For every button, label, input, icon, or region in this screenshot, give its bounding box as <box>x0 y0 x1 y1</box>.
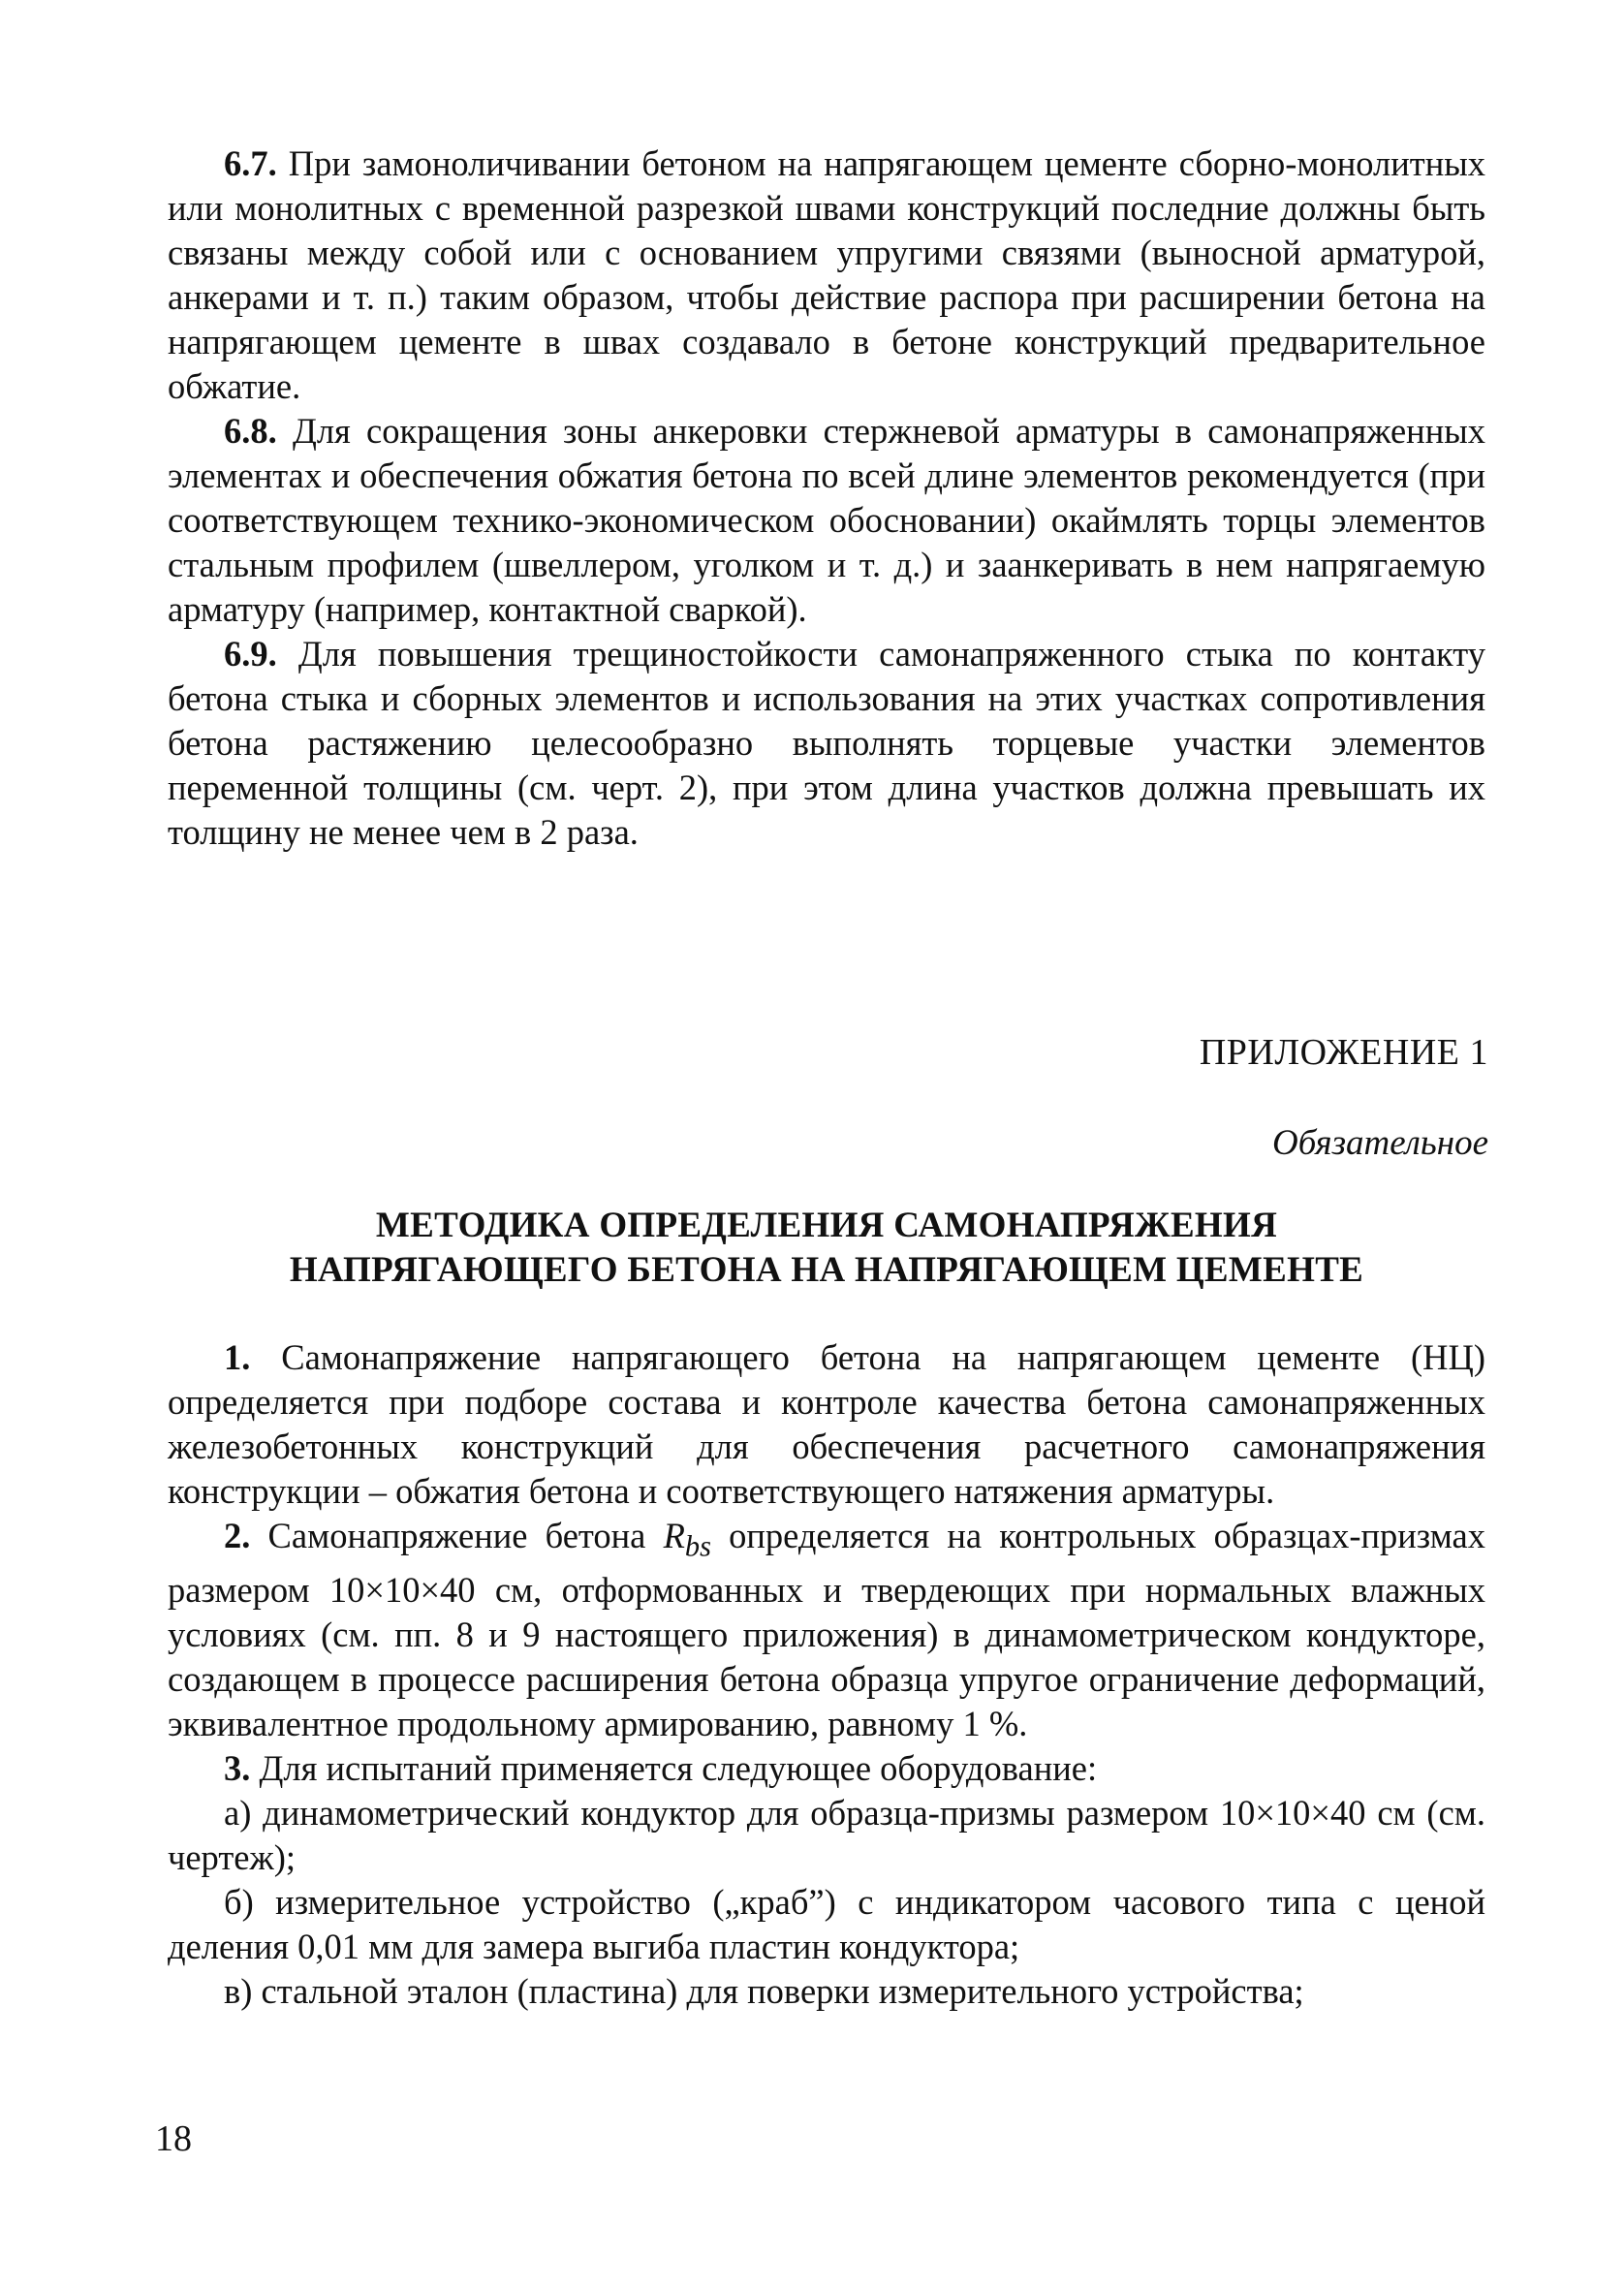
item-text-part-2: определяется на контрольных образцах-призмах размером 10×10×40 см, отформованных и твердеющих при нормальных влажных условиях (см. пп. 8 и 9 настоящего приложения) в динамометрическом кондукторе, создающем в процессе расширения бетона образца упругое ограничение деформаций, эквивалентное продольному армированию, равному 1 %. <box>168 1516 1486 1744</box>
appendix-label: ПРИЛОЖЕНИЕ 1 <box>1199 1032 1488 1073</box>
item-number: 1. <box>224 1337 251 1377</box>
item-text: Для испытаний применяется следующее оборудование: <box>259 1748 1098 1789</box>
item-2 <box>168 1514 1485 1746</box>
item-3b: б) измерительное устройство („краб”) с индикатором часового типа с ценой деления 0,01 мм для замера выгиба пластин кондуктора; <box>168 1882 1485 1967</box>
item-number: 2. <box>224 1516 251 1555</box>
page-number: 18 <box>155 2118 192 2159</box>
paragraph-6-9 <box>168 632 1485 855</box>
item-number: 3. <box>224 1748 251 1789</box>
item-3 <box>168 1746 1485 1791</box>
formula-symbol <box>663 1516 711 1563</box>
paragraph-6-8 <box>168 409 1485 632</box>
paragraph-text: Для повышения трещиностойкости самонапряженного стыка по контакту бетона стыка и сборных элементов и использования на этих участках сопротивления бетона растяжению целесообразно выполнять торцевые участки элементов переменной толщины (см. черт. 2), при этом длина участков должна превышать их толщину не менее чем в 2 раза. <box>168 634 1485 852</box>
appendix-title <box>168 1204 1485 1293</box>
formula-symbol-subscript: bs <box>684 1529 711 1563</box>
appendix-title-line-2: НАПРЯГАЮЩЕГО БЕТОНА НА НАПРЯГАЮЩЕМ ЦЕМЕНТЕ <box>289 1250 1364 1290</box>
item-1 <box>168 1335 1485 1514</box>
paragraph-number: 6.8. <box>224 411 277 451</box>
formula-symbol-main: R <box>663 1516 685 1555</box>
paragraph-text: При замоноличивании бетоном на напрягающем цементе сборно-монолитных или монолитных с временной разрезкой швами конструкций последние должны быть связаны между собой или с основанием упругими связями (выносной арматурой, анкерами и т. п.) таким образом, чтобы действие распора при расширении бетона на напрягающем цементе в швах создавало в бетоне конструкций предварительное обжатие. <box>168 143 1486 406</box>
paragraph-6-7 <box>168 141 1485 409</box>
paragraph-text: Для сокращения зоны анкеровки стержневой арматуры в самонапряженных элементах и обеспечения обжатия бетона по всей длине элементов рекомендуется (при соответствующем технико-экономическом обосновании) окаймлять торцы элементов стальным профилем (швеллером, уголком и т. д.) и заанкеривать в нем напрягаемую арматуру (например, контактной сваркой). <box>168 411 1486 629</box>
item-text: Самонапряжение напрягающего бетона на напрягающем цементе (НЦ) определяется при подборе состава и контроле качества бетона самонапряженных железобетонных конструкций для обеспечения расчетного самонапряжения конструкции – обжатия бетона и соответствующего натяжения арматуры. <box>168 1337 1486 1511</box>
appendix-title-line-1: МЕТОДИКА ОПРЕДЕЛЕНИЯ САМОНАПРЯЖЕНИЯ <box>375 1206 1278 1245</box>
appendix-status: Обязательное <box>1271 1123 1488 1163</box>
item-3c: в) стальной эталон (пластина) для поверки измерительного устройства; <box>224 1971 1304 2012</box>
appendix-items <box>168 1335 1485 2014</box>
section-6-paragraphs <box>168 141 1485 855</box>
item-3a: а) динамометрический кондуктор для образца-призмы размером 10×10×40 см (см. чертеж); <box>168 1793 1485 1878</box>
paragraph-number: 6.9. <box>224 634 277 674</box>
item-text-part-1: Самонапряжение бетона <box>267 1516 664 1555</box>
paragraph-number: 6.7. <box>224 143 277 183</box>
